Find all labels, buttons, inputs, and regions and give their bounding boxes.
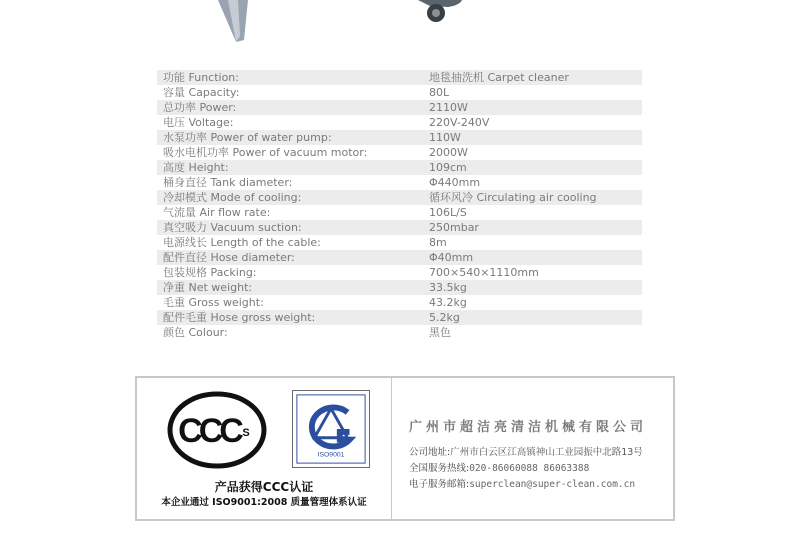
company-email xyxy=(409,476,635,490)
spec-label: 毛重 Gross weight: xyxy=(163,296,264,309)
spec-label: 桶身直径 Tank diameter: xyxy=(163,176,293,189)
spec-label: 高度 Height: xyxy=(163,161,229,174)
spec-row xyxy=(157,70,642,85)
spec-value: 2110W xyxy=(429,101,468,114)
spec-label: 配件毛重 Hose gross weight: xyxy=(163,311,316,324)
spec-label: 配件直径 Hose diameter: xyxy=(163,251,295,264)
spec-value: 250mbar xyxy=(429,221,479,234)
company-name: 广州市超洁亮清洁机械有限公司 xyxy=(409,420,648,435)
spec-value: 5.2kg xyxy=(429,311,460,324)
spec-row xyxy=(157,115,642,130)
spec-value: 700×540×1110mm xyxy=(429,266,539,279)
hotline-value: 020-86060088 86063388 xyxy=(469,463,590,474)
spec-row xyxy=(157,190,642,205)
ccc-logo xyxy=(167,390,267,470)
spec-value: 循环风冷 Circulating air cooling xyxy=(429,191,597,204)
spec-row xyxy=(157,220,642,235)
spec-row xyxy=(157,175,642,190)
spec-row xyxy=(157,85,642,100)
spec-row xyxy=(157,130,642,145)
spec-row xyxy=(157,100,642,115)
company-hotline xyxy=(409,460,589,474)
spec-label: 冷却模式 Mode of cooling: xyxy=(163,191,302,204)
panel-divider xyxy=(391,378,392,519)
spec-value: 80L xyxy=(429,86,450,99)
spec-value: 地毯抽洗机 Carpet cleaner xyxy=(429,71,569,84)
spec-value: 黑色 xyxy=(429,326,451,339)
spec-value: Φ40mm xyxy=(429,251,474,264)
spec-value: 106L/S xyxy=(429,206,467,219)
spec-table xyxy=(157,70,642,340)
iso-certification-text: 本企业通过 ISO9001:2008 质量管理体系认证 xyxy=(161,497,367,508)
spec-row xyxy=(157,310,642,325)
spec-value: 43.2kg xyxy=(429,296,467,309)
spec-row xyxy=(157,145,642,160)
ccc-certification-text: 产品获得CCC认证 xyxy=(214,480,314,494)
spec-label: 电压 Voltage: xyxy=(163,116,234,129)
spec-row xyxy=(157,325,642,340)
iso-mark-text: ISO9001 xyxy=(317,451,345,459)
spec-label: 真空吸力 Vacuum suction: xyxy=(163,221,302,234)
spec-value: 8m xyxy=(429,236,447,249)
spec-value: 109cm xyxy=(429,161,467,174)
spec-value: 220V-240V xyxy=(429,116,490,129)
email-value: superclean@super-clean.com.cn xyxy=(469,479,636,490)
company-address xyxy=(409,444,643,458)
spec-row xyxy=(157,295,642,310)
ccc-sub-text: S xyxy=(242,427,250,439)
spec-label: 功能 Function: xyxy=(163,71,239,84)
spec-value: Φ440mm xyxy=(429,176,481,189)
email-label: 电子服务邮箱: xyxy=(409,479,470,490)
spec-row xyxy=(157,205,642,220)
spec-label: 总功率 Power: xyxy=(163,101,237,114)
spec-label: 净重 Net weight: xyxy=(163,281,253,294)
spec-row xyxy=(157,250,642,265)
spec-row xyxy=(157,280,642,295)
spec-label: 电源线长 Length of the cable: xyxy=(163,236,321,249)
spec-value: 110W xyxy=(429,131,461,144)
spec-label: 气流量 Air flow rate: xyxy=(163,206,271,219)
hotline-label: 全国服务热线: xyxy=(409,463,470,474)
spec-label: 颜色 Colour: xyxy=(163,326,228,339)
spec-value: 2000W xyxy=(429,146,468,159)
spec-value: 33.5kg xyxy=(429,281,467,294)
spec-row xyxy=(157,160,642,175)
spec-label: 吸水电机功率 Power of vacuum motor: xyxy=(163,146,368,159)
spec-label: 水泵功率 Power of water pump: xyxy=(163,131,332,144)
product-photo xyxy=(0,0,792,48)
spec-row xyxy=(157,235,642,250)
iso9001-logo xyxy=(292,390,370,468)
address-label: 公司地址: xyxy=(409,447,451,458)
spec-row xyxy=(157,265,642,280)
spec-label: 容量 Capacity: xyxy=(163,86,240,99)
certification-panel xyxy=(135,376,675,521)
address-value: 广州市白云区江高镇神山工业园振中北路13号 xyxy=(450,447,643,458)
ccc-mark-text: CCC xyxy=(178,412,240,450)
spec-label: 包装规格 Packing: xyxy=(163,266,257,279)
